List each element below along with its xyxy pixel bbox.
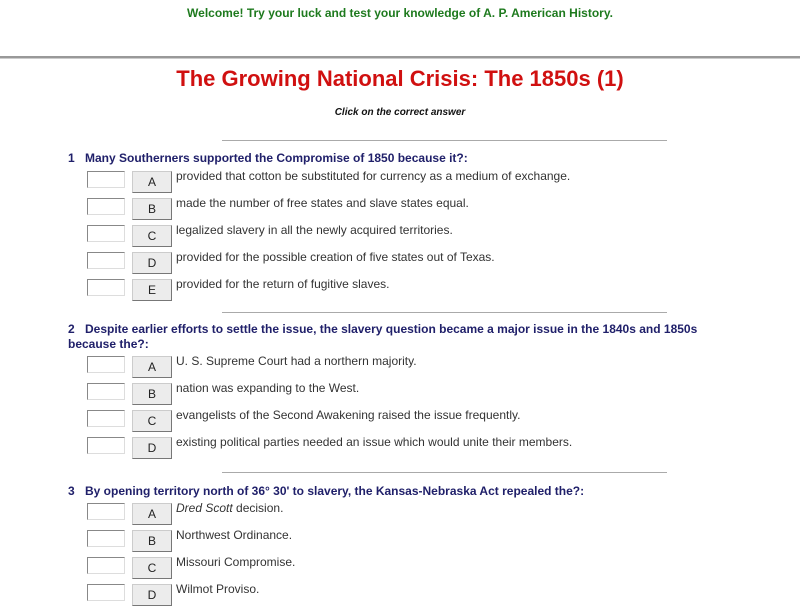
answer-result-field[interactable] [87,437,125,454]
question-heading [68,484,748,499]
answer-button-b[interactable]: B [132,198,172,220]
answer-text [176,196,469,210]
answer-button-b[interactable]: B [132,530,172,552]
instruction-text: Click on the correct answer [334,107,466,118]
answer-button-d[interactable]: D [132,252,172,274]
question-text: Despite earlier efforts to settle the issue, the slavery question became a major issue in the 1840s and 1850s because the?: [68,322,698,351]
answer-text [176,381,359,395]
answer-button-c[interactable]: C [132,225,172,247]
answer-button-c[interactable]: C [132,410,172,432]
question-divider [222,312,667,313]
question-number: 2 [68,322,75,336]
answer-text [176,277,389,291]
answer-button-a[interactable]: A [132,356,172,378]
question-number: 1 [68,151,75,165]
answer-text-body: Northwest Ordinance. [176,528,293,542]
answer-text-body: legalized slavery in all the newly acquired territories. [176,223,453,237]
answer-button-a[interactable]: A [132,171,172,193]
answer-button-b[interactable]: B [132,383,172,405]
answer-result-field[interactable] [87,225,125,242]
answer-text-body: Missouri Compromise. [176,555,296,569]
answer-text-body: made the number of free states and slave states equal. [176,196,469,210]
answer-text-body: U. S. Supreme Court had a northern majority. [176,354,417,368]
answer-result-field[interactable] [87,584,125,601]
question-divider [222,140,667,141]
answer-result-field[interactable] [87,383,125,400]
answer-button-e[interactable]: E [132,279,172,301]
answer-text [176,435,572,449]
answer-text-body: provided that cotton be substituted for currency as a medium of exchange. [176,169,571,183]
answer-result-field[interactable] [87,171,125,188]
answer-text-body: existing political parties needed an issue which would unite their members. [176,435,573,449]
question-heading [68,322,748,352]
answer-text-body: decision. [232,501,284,515]
answer-result-field[interactable] [87,557,125,574]
question-heading [68,151,748,166]
welcome-banner: Welcome! Try your luck and test your knowledge of A. P. American History. [187,6,613,20]
answer-text-body: evangelists of the Second Awakening raised the issue frequently. [176,408,521,422]
answer-text [176,250,495,264]
answer-result-field[interactable] [87,356,125,373]
answer-button-c[interactable]: C [132,557,172,579]
answer-text [176,354,417,368]
question-number: 3 [68,484,75,498]
answer-text [176,555,295,569]
answer-button-d[interactable]: D [132,437,172,459]
answer-button-a[interactable]: A [132,503,172,525]
answer-text [176,501,283,515]
question-divider [222,472,667,473]
answer-text [176,528,292,542]
answer-text [176,582,259,596]
answer-text-body: provided for the return of fugitive slaves. [176,277,390,291]
answer-result-field[interactable] [87,198,125,215]
page-title: The Growing National Crisis: The 1850s (1) [176,66,624,91]
answer-result-field[interactable] [87,530,125,547]
answer-text [176,169,570,183]
answer-text-italic: Dred Scott [176,501,233,515]
question-text: By opening territory north of 36° 30' to slavery, the Kansas-Nebraska Act repealed the?: [85,484,585,498]
divider [0,56,800,59]
answer-text-body: provided for the possible creation of five states out of Texas. [176,250,495,264]
question-text: Many Southerners supported the Compromise of 1850 because it?: [85,151,468,165]
answer-result-field[interactable] [87,410,125,427]
answer-result-field[interactable] [87,252,125,269]
answer-text-body: nation was expanding to the West. [176,381,360,395]
answer-result-field[interactable] [87,279,125,296]
answer-button-d[interactable]: D [132,584,172,606]
answer-text [176,408,520,422]
answer-result-field[interactable] [87,503,125,520]
answer-text-body: Wilmot Proviso. [176,582,260,596]
answer-text [176,223,453,237]
